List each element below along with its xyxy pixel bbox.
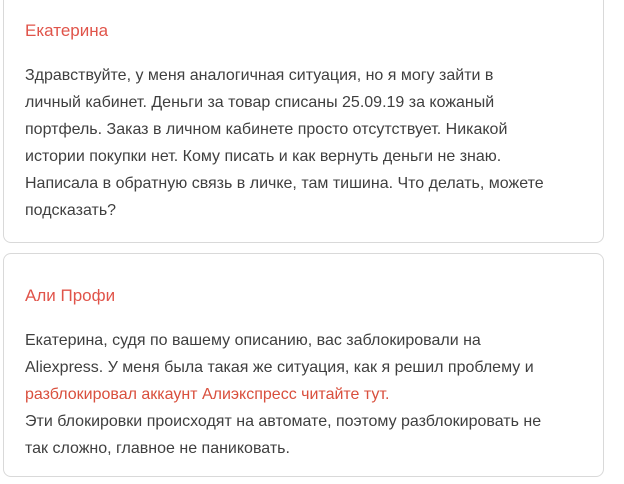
comment-card-ekaterina [3,0,604,243]
comment-text-line: истории покупки нет. Кому писать и как вернуть деньги не знаю. [25,148,502,165]
comment-text-line: Aliexpress. У меня была такая же ситуация, как я решил проблему и [25,359,534,376]
comment-body [25,327,583,462]
comment-text-line: Написала в обратную связь в личке, там тишина. Что делать, можете [25,175,544,192]
comment-text-line: подсказать? [25,202,117,219]
comment-author: Али Профи [25,286,116,305]
comment-text-line: Эти блокировки происходят на автомате, поэтому разблокировать не [25,413,542,430]
comment-text-line: личный кабинет. Деньги за товар списаны 25.09.19 за кожаный [25,94,495,111]
comment-link-line [25,381,583,408]
comment-text-line: так сложно, главное не паниковать. [25,440,290,457]
unblock-account-guide-link[interactable]: разблокировал аккаунт Алиэкспресс читайте тут. [25,386,390,403]
comment-text-line: Здравствуйте, у меня аналогичная ситуация, но я могу зайти в [25,67,494,84]
comment-text-line: портфель. Заказ в личном кабинете просто отсутствует. Никакой [25,121,508,138]
comment-card-ali-profi [3,253,604,477]
comment-body [25,62,583,224]
comment-text-line: Екатерина, судя по вашему описанию, вас заблокировали на [25,332,481,349]
comment-author: Екатерина [25,21,109,40]
